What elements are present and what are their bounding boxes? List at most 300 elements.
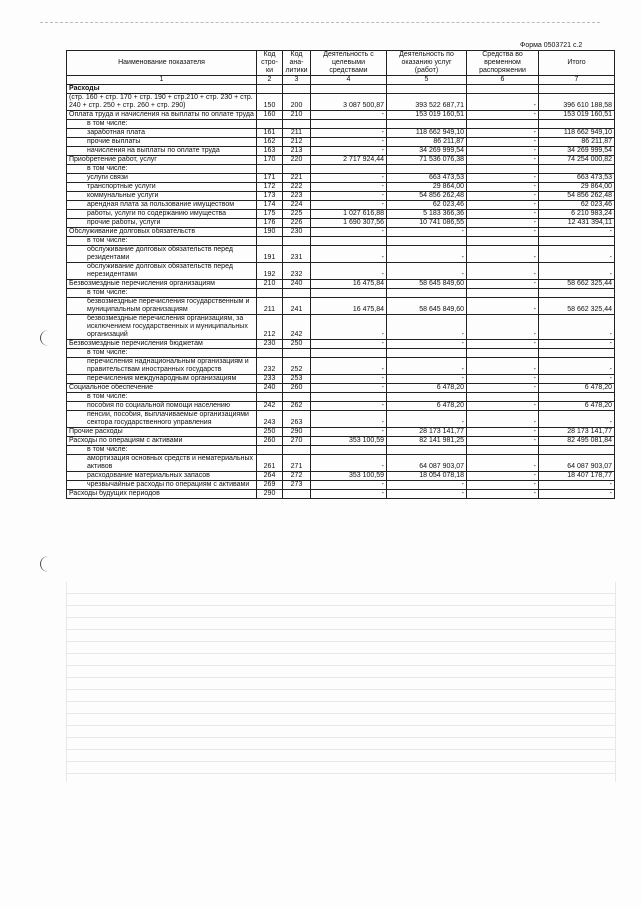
column-number: 2 bbox=[257, 76, 283, 85]
table-row bbox=[67, 393, 615, 402]
row-total bbox=[539, 393, 615, 402]
row-target: - bbox=[311, 263, 387, 280]
row-code: 175 bbox=[257, 210, 283, 219]
column-number: 1 bbox=[67, 76, 257, 85]
row-temporary: - bbox=[467, 147, 539, 156]
row-target: - bbox=[311, 192, 387, 201]
row-total: 64 087 903,07 bbox=[539, 455, 615, 472]
bleed-through-ghost bbox=[66, 582, 616, 782]
row-analytics: 253 bbox=[283, 375, 311, 384]
row-target bbox=[311, 85, 387, 94]
row-services: - bbox=[387, 263, 467, 280]
row-analytics: 224 bbox=[283, 201, 311, 210]
row-code: 232 bbox=[257, 358, 283, 375]
table-row bbox=[67, 437, 615, 446]
table-row bbox=[67, 219, 615, 228]
row-services: - bbox=[387, 340, 467, 349]
row-services: - bbox=[387, 490, 467, 499]
row-code bbox=[257, 237, 283, 246]
table-row bbox=[67, 111, 615, 120]
table-row bbox=[67, 120, 615, 129]
table-row bbox=[67, 490, 615, 499]
row-services: - bbox=[387, 375, 467, 384]
row-target: - bbox=[311, 183, 387, 192]
row-target: 3 087 500,87 bbox=[311, 94, 387, 111]
table-row bbox=[67, 147, 615, 156]
column-number: 7 bbox=[539, 76, 615, 85]
table-row bbox=[67, 280, 615, 289]
table-row bbox=[67, 298, 615, 315]
row-temporary bbox=[467, 85, 539, 94]
row-services bbox=[387, 165, 467, 174]
row-code: 172 bbox=[257, 183, 283, 192]
row-total bbox=[539, 237, 615, 246]
row-target: 1 027 616,88 bbox=[311, 210, 387, 219]
header-total: Итого bbox=[539, 51, 615, 76]
row-services: 58 645 849,60 bbox=[387, 298, 467, 315]
row-name: коммунальные услуги bbox=[67, 192, 257, 201]
row-name: Обслуживание долговых обязательств bbox=[67, 228, 257, 237]
row-code: 264 bbox=[257, 472, 283, 481]
row-total: 118 662 949,10 bbox=[539, 129, 615, 138]
row-total: - bbox=[539, 358, 615, 375]
row-total: 6 210 983,24 bbox=[539, 210, 615, 219]
row-analytics bbox=[283, 85, 311, 94]
column-number-row bbox=[67, 76, 615, 85]
row-temporary: - bbox=[467, 472, 539, 481]
row-analytics: 212 bbox=[283, 138, 311, 147]
table-row bbox=[67, 289, 615, 298]
row-analytics: 200 bbox=[283, 94, 311, 111]
row-analytics bbox=[283, 393, 311, 402]
row-services: 118 662 949,10 bbox=[387, 129, 467, 138]
row-analytics: 211 bbox=[283, 129, 311, 138]
row-target: 16 475,84 bbox=[311, 298, 387, 315]
row-code: 191 bbox=[257, 246, 283, 263]
row-analytics bbox=[283, 165, 311, 174]
binding-hole-mark bbox=[40, 330, 57, 346]
row-target: - bbox=[311, 411, 387, 428]
row-analytics: 225 bbox=[283, 210, 311, 219]
row-name: прочие работы, услуги bbox=[67, 219, 257, 228]
row-temporary: - bbox=[467, 219, 539, 228]
row-analytics bbox=[283, 490, 311, 499]
row-temporary: - bbox=[467, 315, 539, 340]
row-temporary: - bbox=[467, 411, 539, 428]
row-target: 16 475,84 bbox=[311, 280, 387, 289]
table-row bbox=[67, 85, 615, 94]
row-services: 34 269 999,54 bbox=[387, 147, 467, 156]
row-name: Приобретение работ, услуг bbox=[67, 156, 257, 165]
row-analytics: 210 bbox=[283, 111, 311, 120]
table-row bbox=[67, 192, 615, 201]
row-temporary: - bbox=[467, 384, 539, 393]
row-total: - bbox=[539, 246, 615, 263]
row-code: 211 bbox=[257, 298, 283, 315]
row-name: пенсии, пособия, выплачиваемые организациями сектора государственного управления bbox=[67, 411, 257, 428]
table-row bbox=[67, 183, 615, 192]
row-code: 150 bbox=[257, 94, 283, 111]
row-analytics: 273 bbox=[283, 481, 311, 490]
row-target bbox=[311, 446, 387, 455]
row-name: безвозмездные перечисления государственным и муниципальным организациям bbox=[67, 298, 257, 315]
expenses-table bbox=[66, 50, 615, 499]
row-services: 6 478,20 bbox=[387, 402, 467, 411]
row-temporary: - bbox=[467, 455, 539, 472]
row-analytics: 231 bbox=[283, 246, 311, 263]
binding-hole-mark bbox=[40, 556, 57, 572]
row-services: 153 019 160,51 bbox=[387, 111, 467, 120]
row-code bbox=[257, 289, 283, 298]
table-row bbox=[67, 138, 615, 147]
row-code bbox=[257, 120, 283, 129]
row-temporary: - bbox=[467, 375, 539, 384]
row-total: - bbox=[539, 263, 615, 280]
row-code: 160 bbox=[257, 111, 283, 120]
row-analytics: 223 bbox=[283, 192, 311, 201]
row-code: 233 bbox=[257, 375, 283, 384]
row-target: - bbox=[311, 455, 387, 472]
row-target: - bbox=[311, 481, 387, 490]
row-name: в том числе: bbox=[67, 289, 257, 298]
row-target: - bbox=[311, 490, 387, 499]
row-temporary bbox=[467, 237, 539, 246]
row-total: - bbox=[539, 375, 615, 384]
row-code: 163 bbox=[257, 147, 283, 156]
row-temporary: - bbox=[467, 111, 539, 120]
row-services: - bbox=[387, 246, 467, 263]
table-row bbox=[67, 428, 615, 437]
row-temporary: - bbox=[467, 428, 539, 437]
table-row bbox=[67, 481, 615, 490]
row-analytics: 221 bbox=[283, 174, 311, 183]
row-code: 260 bbox=[257, 437, 283, 446]
row-services: - bbox=[387, 358, 467, 375]
row-analytics: 252 bbox=[283, 358, 311, 375]
row-target: - bbox=[311, 375, 387, 384]
row-analytics: 272 bbox=[283, 472, 311, 481]
row-temporary: - bbox=[467, 156, 539, 165]
row-name: в том числе: bbox=[67, 446, 257, 455]
row-temporary: - bbox=[467, 490, 539, 499]
row-analytics: 260 bbox=[283, 384, 311, 393]
row-services: 54 856 262,48 bbox=[387, 192, 467, 201]
row-total bbox=[539, 349, 615, 358]
row-code: 190 bbox=[257, 228, 283, 237]
row-total bbox=[539, 85, 615, 94]
table-row bbox=[67, 446, 615, 455]
row-name: обслуживание долговых обязательств перед нерезидентами bbox=[67, 263, 257, 280]
row-name: в том числе: bbox=[67, 237, 257, 246]
row-total: 54 856 262,48 bbox=[539, 192, 615, 201]
row-target bbox=[311, 237, 387, 246]
row-code bbox=[257, 85, 283, 94]
row-target: - bbox=[311, 129, 387, 138]
row-target: - bbox=[311, 358, 387, 375]
row-temporary: - bbox=[467, 358, 539, 375]
row-temporary bbox=[467, 120, 539, 129]
row-analytics bbox=[283, 237, 311, 246]
row-target: 2 717 924,44 bbox=[311, 156, 387, 165]
row-code: 170 bbox=[257, 156, 283, 165]
row-name: прочие выплаты bbox=[67, 138, 257, 147]
row-name: Прочие расходы bbox=[67, 428, 257, 437]
row-total: 62 023,46 bbox=[539, 201, 615, 210]
column-number: 4 bbox=[311, 76, 387, 85]
row-name: расходование материальных запасов bbox=[67, 472, 257, 481]
row-services: 663 473,53 bbox=[387, 174, 467, 183]
row-temporary: - bbox=[467, 174, 539, 183]
row-target: - bbox=[311, 147, 387, 156]
row-total bbox=[539, 120, 615, 129]
row-code: 162 bbox=[257, 138, 283, 147]
row-name: Расходы bbox=[67, 85, 257, 94]
row-analytics bbox=[283, 120, 311, 129]
row-name: в том числе: bbox=[67, 349, 257, 358]
row-services bbox=[387, 289, 467, 298]
row-name: Безвозмездные перечисления организациям bbox=[67, 280, 257, 289]
row-services: - bbox=[387, 228, 467, 237]
row-temporary: - bbox=[467, 481, 539, 490]
row-temporary: - bbox=[467, 138, 539, 147]
table-row bbox=[67, 237, 615, 246]
row-temporary: - bbox=[467, 94, 539, 111]
row-total: 18 407 178,77 bbox=[539, 472, 615, 481]
table-row bbox=[67, 402, 615, 411]
row-services: 71 536 076,38 bbox=[387, 156, 467, 165]
row-code: 242 bbox=[257, 402, 283, 411]
row-services: 64 087 903,07 bbox=[387, 455, 467, 472]
header-name: Наименование показателя bbox=[67, 51, 257, 76]
row-analytics: 270 bbox=[283, 437, 311, 446]
row-total: 58 662 325,44 bbox=[539, 298, 615, 315]
row-name: перечисления наднациональным организациям и правительствам иностранных государств bbox=[67, 358, 257, 375]
row-name: пособия по социальной помощи населению bbox=[67, 402, 257, 411]
row-target: 353 100,59 bbox=[311, 437, 387, 446]
header-code: Код стро-ки bbox=[257, 51, 283, 76]
row-code: 171 bbox=[257, 174, 283, 183]
row-services: 18 054 078,18 bbox=[387, 472, 467, 481]
row-temporary: - bbox=[467, 280, 539, 289]
row-name: Безвозмездные перечисления бюджетам bbox=[67, 340, 257, 349]
row-analytics: 250 bbox=[283, 340, 311, 349]
row-services: - bbox=[387, 315, 467, 340]
table-row bbox=[67, 375, 615, 384]
table-row bbox=[67, 384, 615, 393]
table-row bbox=[67, 129, 615, 138]
row-services bbox=[387, 237, 467, 246]
row-services: - bbox=[387, 411, 467, 428]
table-row bbox=[67, 358, 615, 375]
header-services: Деятельность по оказанию услуг (работ) bbox=[387, 51, 467, 76]
row-name: (стр. 160 + стр. 170 + стр. 190 + стр.210 + стр. 230 + стр. 240 + стр. 250 + стр. 260 + стр. 290) bbox=[67, 94, 257, 111]
row-total: 12 431 394,11 bbox=[539, 219, 615, 228]
row-services: 29 864,00 bbox=[387, 183, 467, 192]
row-total: 153 019 160,51 bbox=[539, 111, 615, 120]
row-analytics: 226 bbox=[283, 219, 311, 228]
row-services: 86 211,87 bbox=[387, 138, 467, 147]
table-row bbox=[67, 246, 615, 263]
row-total: 6 478,20 bbox=[539, 402, 615, 411]
header-target: Деятельность с целевыми средствами bbox=[311, 51, 387, 76]
row-temporary: - bbox=[467, 263, 539, 280]
row-target: 1 690 307,56 bbox=[311, 219, 387, 228]
row-code bbox=[257, 349, 283, 358]
row-target bbox=[311, 165, 387, 174]
row-name: транспортные услуги bbox=[67, 183, 257, 192]
row-target bbox=[311, 289, 387, 298]
row-analytics: 242 bbox=[283, 315, 311, 340]
row-temporary bbox=[467, 446, 539, 455]
row-target bbox=[311, 349, 387, 358]
row-total: 82 495 081,84 bbox=[539, 437, 615, 446]
row-temporary: - bbox=[467, 437, 539, 446]
row-code: 290 bbox=[257, 490, 283, 499]
row-total: 86 211,87 bbox=[539, 138, 615, 147]
row-services bbox=[387, 393, 467, 402]
row-code: 174 bbox=[257, 201, 283, 210]
row-target: - bbox=[311, 138, 387, 147]
form-code: Форма 0503721 с.2 bbox=[520, 42, 583, 49]
row-name: амортизация основных средств и нематериальных активов bbox=[67, 455, 257, 472]
row-analytics bbox=[283, 289, 311, 298]
row-total: 34 269 999,54 bbox=[539, 147, 615, 156]
row-code: 269 bbox=[257, 481, 283, 490]
row-name: Социальное обеспечение bbox=[67, 384, 257, 393]
row-services: 62 023,46 bbox=[387, 201, 467, 210]
row-name: начисления на выплаты по оплате труда bbox=[67, 147, 257, 156]
row-name: работы, услуги по содержанию имущества bbox=[67, 210, 257, 219]
row-temporary: - bbox=[467, 192, 539, 201]
row-target bbox=[311, 120, 387, 129]
row-name: в том числе: bbox=[67, 120, 257, 129]
table-row bbox=[67, 315, 615, 340]
row-code: 261 bbox=[257, 455, 283, 472]
table-row bbox=[67, 165, 615, 174]
row-name: обслуживание долговых обязательств перед резидентами bbox=[67, 246, 257, 263]
row-temporary: - bbox=[467, 210, 539, 219]
table-row bbox=[67, 411, 615, 428]
row-services: 82 141 981,25 bbox=[387, 437, 467, 446]
row-total: - bbox=[539, 490, 615, 499]
row-services bbox=[387, 349, 467, 358]
row-services: 393 522 687,71 bbox=[387, 94, 467, 111]
row-code: 210 bbox=[257, 280, 283, 289]
table-row bbox=[67, 472, 615, 481]
row-name: Оплата труда и начисления на выплаты по оплате труда bbox=[67, 111, 257, 120]
row-total: 29 864,00 bbox=[539, 183, 615, 192]
row-temporary: - bbox=[467, 402, 539, 411]
row-target: - bbox=[311, 201, 387, 210]
row-analytics: 232 bbox=[283, 263, 311, 280]
row-services: 5 183 366,36 bbox=[387, 210, 467, 219]
row-services: - bbox=[387, 481, 467, 490]
row-temporary bbox=[467, 393, 539, 402]
row-total: 58 662 325,44 bbox=[539, 280, 615, 289]
row-services bbox=[387, 120, 467, 129]
table-row bbox=[67, 94, 615, 111]
row-name: заработная плата bbox=[67, 129, 257, 138]
row-target: - bbox=[311, 428, 387, 437]
row-total bbox=[539, 165, 615, 174]
table-row bbox=[67, 228, 615, 237]
row-analytics: 271 bbox=[283, 455, 311, 472]
row-services: 28 173 141,77 bbox=[387, 428, 467, 437]
row-temporary bbox=[467, 349, 539, 358]
table-row bbox=[67, 174, 615, 183]
column-number: 3 bbox=[283, 76, 311, 85]
row-analytics: 213 bbox=[283, 147, 311, 156]
row-temporary bbox=[467, 165, 539, 174]
row-services bbox=[387, 85, 467, 94]
table-row bbox=[67, 349, 615, 358]
row-total bbox=[539, 446, 615, 455]
row-analytics: 290 bbox=[283, 428, 311, 437]
row-name: перечисления международным организациям bbox=[67, 375, 257, 384]
row-services: 6 478,20 bbox=[387, 384, 467, 393]
row-target: 353 100,59 bbox=[311, 472, 387, 481]
row-temporary bbox=[467, 289, 539, 298]
row-code: 176 bbox=[257, 219, 283, 228]
row-total: - bbox=[539, 228, 615, 237]
row-name: арендная плата за пользование имуществом bbox=[67, 201, 257, 210]
row-total: 6 478,20 bbox=[539, 384, 615, 393]
row-target: - bbox=[311, 384, 387, 393]
row-name: чрезвычайные расходы по операциям с активами bbox=[67, 481, 257, 490]
row-services bbox=[387, 446, 467, 455]
row-total: 74 254 000,82 bbox=[539, 156, 615, 165]
row-target: - bbox=[311, 111, 387, 120]
table-row bbox=[67, 210, 615, 219]
row-temporary: - bbox=[467, 201, 539, 210]
row-name: в том числе: bbox=[67, 165, 257, 174]
row-total: 28 173 141,77 bbox=[539, 428, 615, 437]
row-code bbox=[257, 393, 283, 402]
row-total: - bbox=[539, 340, 615, 349]
row-target: - bbox=[311, 228, 387, 237]
table-row bbox=[67, 201, 615, 210]
row-target: - bbox=[311, 340, 387, 349]
row-analytics: 263 bbox=[283, 411, 311, 428]
row-name: Расходы будущих периодов bbox=[67, 490, 257, 499]
row-temporary: - bbox=[467, 183, 539, 192]
row-total bbox=[539, 289, 615, 298]
table-body bbox=[67, 85, 615, 499]
row-total: - bbox=[539, 481, 615, 490]
row-analytics: 262 bbox=[283, 402, 311, 411]
row-analytics: 220 bbox=[283, 156, 311, 165]
table-row bbox=[67, 156, 615, 165]
row-temporary: - bbox=[467, 228, 539, 237]
table-row bbox=[67, 340, 615, 349]
table-row bbox=[67, 263, 615, 280]
table-header-row bbox=[67, 51, 615, 76]
row-target: - bbox=[311, 174, 387, 183]
row-code bbox=[257, 165, 283, 174]
row-code: 243 bbox=[257, 411, 283, 428]
row-total: - bbox=[539, 411, 615, 428]
row-services: 58 645 849,60 bbox=[387, 280, 467, 289]
column-number: 6 bbox=[467, 76, 539, 85]
row-temporary: - bbox=[467, 340, 539, 349]
row-target: - bbox=[311, 315, 387, 340]
row-total: - bbox=[539, 315, 615, 340]
row-name: услуги связи bbox=[67, 174, 257, 183]
row-name: в том числе: bbox=[67, 393, 257, 402]
row-name: Расходы по операциям с активами bbox=[67, 437, 257, 446]
column-number: 5 bbox=[387, 76, 467, 85]
row-target: - bbox=[311, 246, 387, 263]
